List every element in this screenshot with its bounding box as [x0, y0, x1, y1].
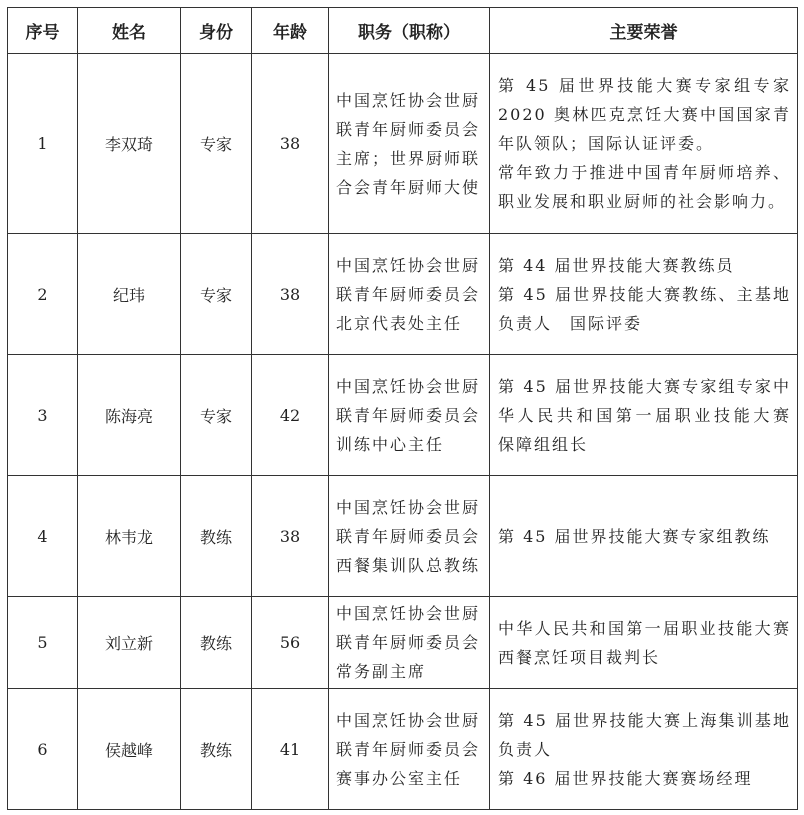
cell-honors [490, 54, 798, 234]
cell-role: 中国烹饪协会世厨联青年厨师委员会北京代表处主任 [329, 234, 490, 355]
cell-identity: 专家 [181, 355, 252, 476]
cell-name: 刘立新 [78, 597, 181, 689]
cell-age: 42 [252, 355, 329, 476]
cell-identity: 教练 [181, 597, 252, 689]
cell-age: 41 [252, 689, 329, 810]
table-row [8, 54, 798, 234]
honor-line: 第 45 届世界技能大赛教练、主基地负责人 国际评委 [498, 284, 791, 333]
honor-line: 第 46 届世界技能大赛赛场经理 [498, 768, 753, 788]
cell-name: 李双琦 [78, 54, 181, 234]
cell-honors [490, 234, 798, 355]
header-no: 序号 [8, 8, 78, 54]
cell-honors [490, 597, 798, 689]
table-header-row [8, 8, 798, 54]
cell-role: 中国烹饪协会世厨联青年厨师委员会训练中心主任 [329, 355, 490, 476]
cell-honors [490, 476, 798, 597]
honor-line: 第 45 届世界技能大赛专家组专家 2020 奥林匹克烹饪大赛中国国家青年队领队；国际认证评委。 [498, 76, 791, 153]
cell-role: 中国烹饪协会世厨联青年厨师委员会赛事办公室主任 [329, 689, 490, 810]
cell-name: 侯越峰 [78, 689, 181, 810]
table-row [8, 355, 798, 476]
header-age: 年龄 [252, 8, 329, 54]
cell-name: 纪玮 [78, 234, 181, 355]
table-row [8, 597, 798, 689]
cell-role: 中国烹饪协会世厨联青年厨师委员会常务副主席 [329, 597, 490, 689]
cell-no: 5 [8, 597, 78, 689]
cell-name: 陈海亮 [78, 355, 181, 476]
cell-identity: 专家 [181, 234, 252, 355]
honor-line: 第 45 届世界技能大赛专家组专家中华人民共和国第一届职业技能大赛 保障组组长 [498, 376, 791, 454]
cell-name: 林韦龙 [78, 476, 181, 597]
cell-no: 6 [8, 689, 78, 810]
honors-table [7, 7, 798, 810]
header-name: 姓名 [78, 8, 181, 54]
cell-no: 3 [8, 355, 78, 476]
cell-no: 4 [8, 476, 78, 597]
cell-identity: 教练 [181, 689, 252, 810]
header-role: 职务（职称） [329, 8, 490, 54]
honor-line: 中华人民共和国第一届职业技能大赛 西餐烹饪项目裁判长 [498, 618, 791, 667]
cell-identity: 教练 [181, 476, 252, 597]
cell-honors [490, 355, 798, 476]
table-row [8, 476, 798, 597]
honor-line: 常年致力于推进中国青年厨师培养、职业发展和职业厨师的社会影响力。 [498, 163, 791, 211]
cell-age: 56 [252, 597, 329, 689]
honor-line: 第 44 届世界技能大赛教练员 [498, 255, 735, 275]
cell-role: 中国烹饪协会世厨联青年厨师委员会西餐集训队总教练 [329, 476, 490, 597]
header-honors: 主要荣誉 [490, 8, 798, 54]
cell-no: 2 [8, 234, 78, 355]
cell-role: 中国烹饪协会世厨联青年厨师委员会主席；世界厨师联合会青年厨师大使 [329, 54, 490, 234]
cell-age: 38 [252, 234, 329, 355]
honor-line: 第 45 届世界技能大赛上海集训基地负责人 [498, 710, 791, 759]
cell-identity: 专家 [181, 54, 252, 234]
honor-line: 第 45 届世界技能大赛专家组教练 [498, 526, 771, 546]
table-row [8, 234, 798, 355]
table-row [8, 689, 798, 810]
cell-honors [490, 689, 798, 810]
cell-no: 1 [8, 54, 78, 234]
header-identity: 身份 [181, 8, 252, 54]
cell-age: 38 [252, 476, 329, 597]
cell-age: 38 [252, 54, 329, 234]
